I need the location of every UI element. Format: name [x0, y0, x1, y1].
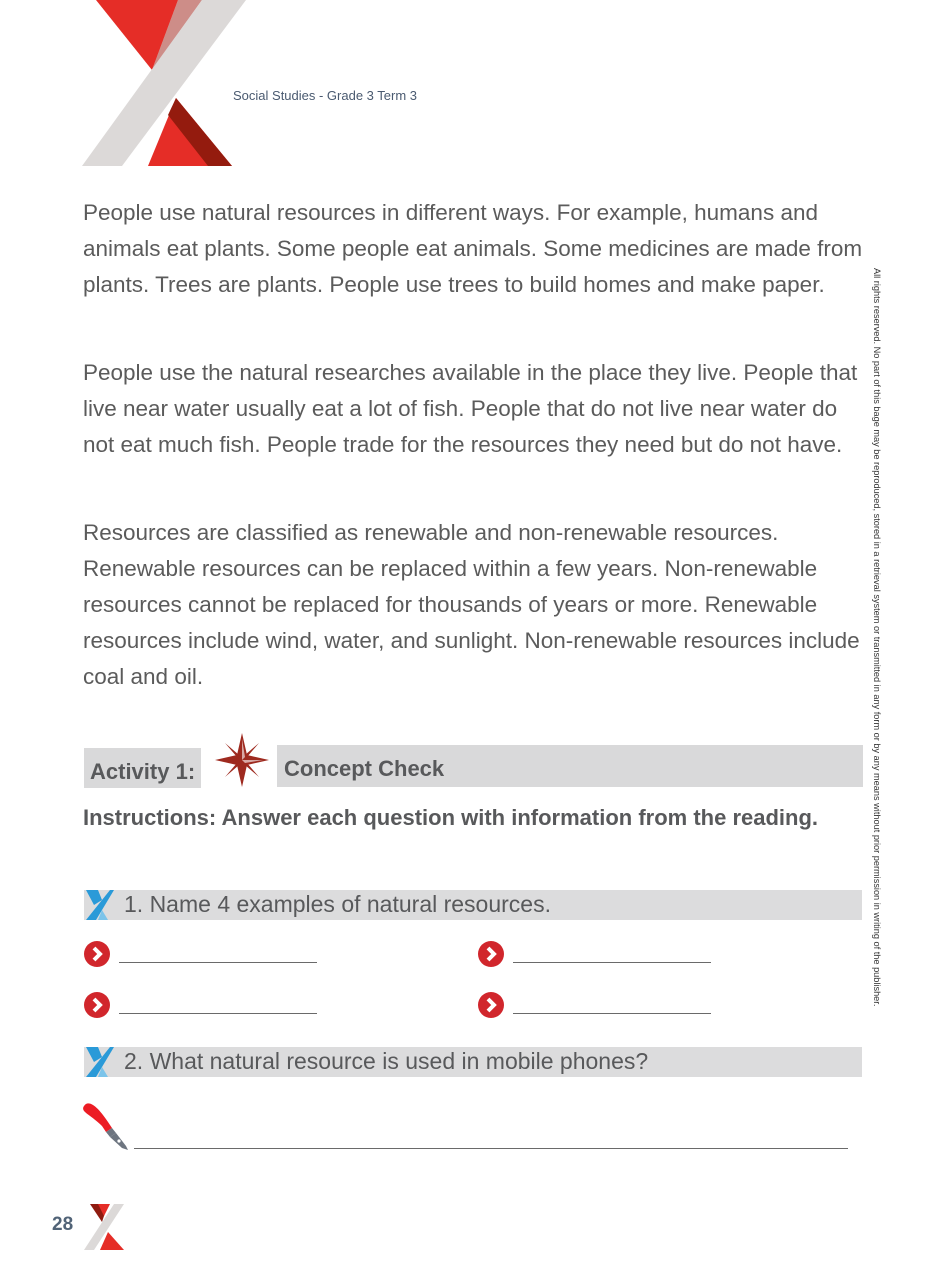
- paragraph: People use the natural researches available in the place they live. People that live near water usually eat a lot of fish. People that do not live near water do not eat much fish. People trade for the resources they need but do not have.: [83, 360, 858, 457]
- paragraph: People use natural resources in different ways. For example, humans and animals eat plants. Some people eat animals. Some medicines are made from plants. Trees are plants. People use trees to build homes and make paper.: [83, 200, 863, 297]
- answer-blank[interactable]: [478, 991, 718, 1021]
- answer-line[interactable]: [513, 962, 711, 963]
- paragraph: Resources are classified as renewable and non-renewable resources. Renewable resources can be replaced within a few years. Non-renewable resources cannot be replaced for thousands of years or more. Renewable resources include wind, water, and sunlight. Non-renewable resources include coal and oil.: [83, 520, 860, 689]
- question-1: [84, 890, 862, 920]
- brand-x-logo-small: [84, 1204, 126, 1250]
- activity-title: Concept Check: [277, 745, 863, 787]
- answer-blank[interactable]: [84, 991, 324, 1021]
- x-bullet-icon: [84, 890, 116, 920]
- answer-blank[interactable]: [84, 940, 324, 970]
- answer-line[interactable]: [513, 1013, 711, 1014]
- rights-notice-text: All rights reserved. No part of this bage may be reproduced, stored in a retrieval system or transmitted in any form or by any means without prior permission in writing of the publisher.: [872, 268, 882, 1007]
- page-number: 28: [52, 1214, 74, 1235]
- question-text: 1. Name 4 examples of natural resources.: [124, 891, 551, 917]
- compass-star-icon: [215, 733, 269, 787]
- chevron-bullet-icon: [84, 940, 112, 968]
- brand-x-logo: [82, 0, 252, 166]
- question-2: [84, 1047, 862, 1077]
- answer-line[interactable]: [119, 962, 317, 963]
- answer-line[interactable]: [134, 1148, 848, 1149]
- answer-line[interactable]: [119, 1013, 317, 1014]
- rights-notice: [868, 268, 882, 1008]
- chevron-bullet-icon: [478, 991, 506, 1019]
- chevron-bullet-icon: [478, 940, 506, 968]
- question-text: 2. What natural resource is used in mobile phones?: [124, 1048, 649, 1074]
- activity-label: Activity 1:: [84, 748, 201, 788]
- answer-blank[interactable]: [478, 940, 718, 970]
- header-title: Social Studies - Grade 3 Term 3: [233, 88, 418, 103]
- chevron-bullet-icon: [84, 991, 112, 1019]
- pen-icon: [82, 1100, 134, 1152]
- instructions: Instructions: Answer each question with information from the reading.: [83, 805, 819, 830]
- x-bullet-icon: [84, 1047, 116, 1077]
